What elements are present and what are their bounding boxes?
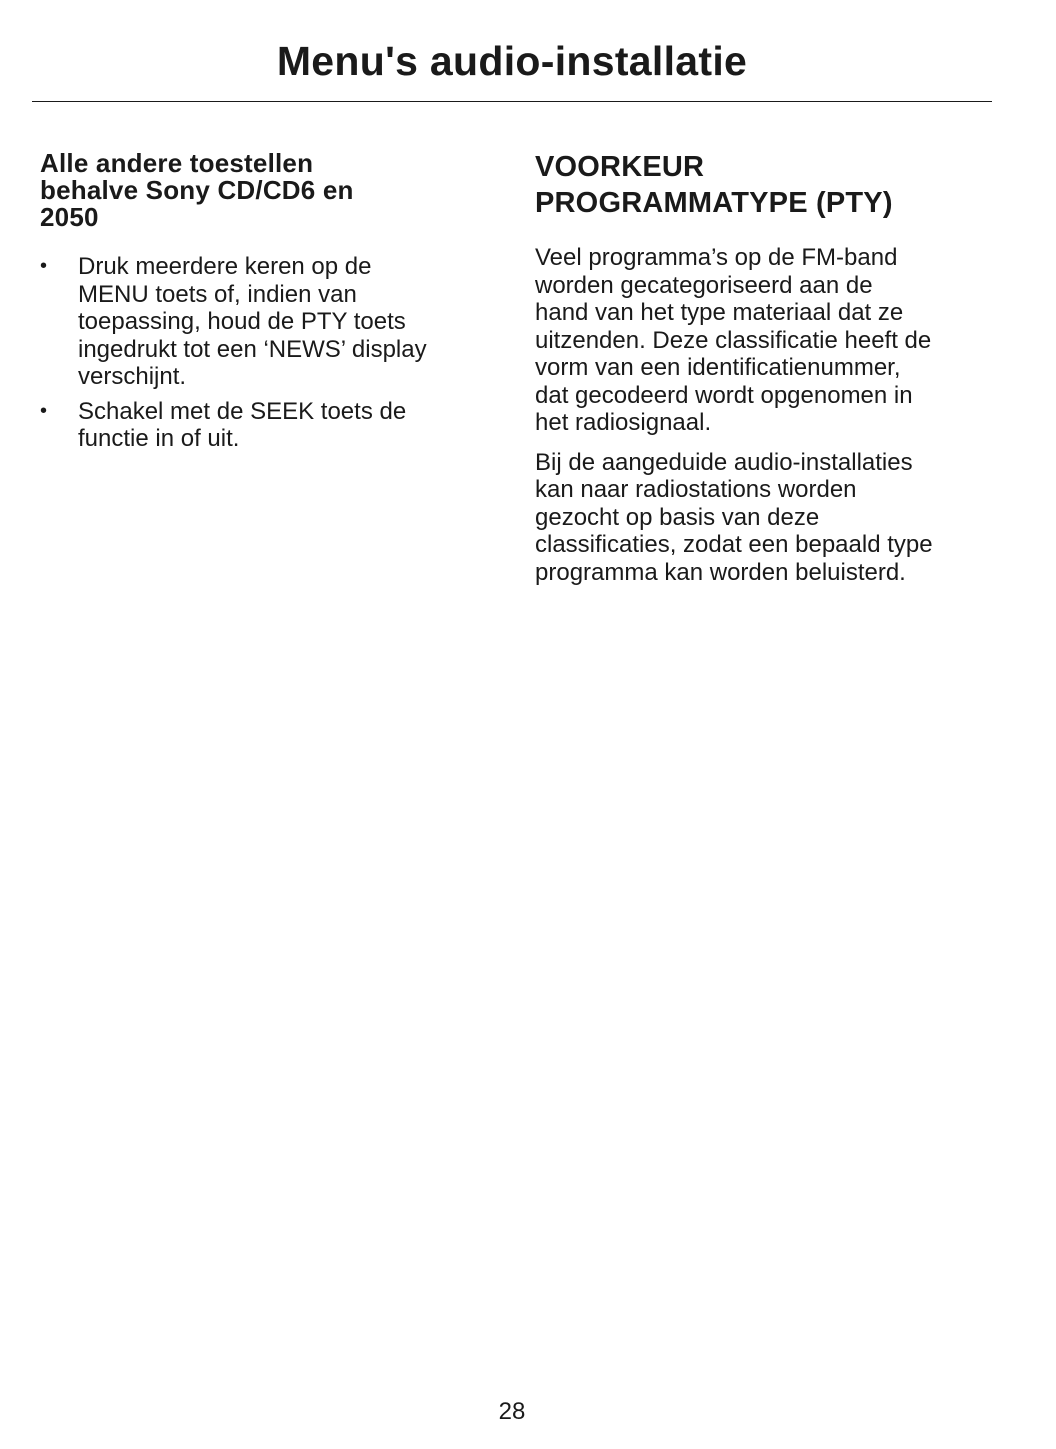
- paragraph: [535, 244, 1005, 437]
- paragraph-line: worden gecategoriseerd aan de: [535, 271, 873, 299]
- paragraph-line: classificaties, zodat een bepaald type: [535, 531, 933, 558]
- bullet-line: toepassing, houd de PTY toets: [78, 308, 406, 335]
- paragraph: [535, 449, 1005, 587]
- paragraph-line: kan naar radiostations worden: [535, 476, 857, 503]
- left-heading-line: 2050: [40, 202, 99, 232]
- page-number: 28: [498, 1398, 526, 1425]
- paragraph-line: uitzenden. Deze classificatie heeft de: [535, 326, 932, 354]
- bullet-item: [40, 398, 490, 453]
- page-title: Menu's audio-installatie: [276, 38, 748, 84]
- left-heading-line: Alle andere toestellen: [40, 148, 314, 178]
- bullet-list: [40, 253, 490, 453]
- left-heading: [40, 150, 490, 231]
- paragraph-line: Veel programma’s op de FM-band: [535, 244, 898, 271]
- section-heading-line: VOORKEUR: [535, 151, 705, 183]
- paragraph-line: Bij de aangeduide audio-installaties: [535, 448, 913, 476]
- paragraph-line: dat gecodeerd wordt opgenomen in: [535, 381, 913, 409]
- title-divider: [32, 101, 992, 102]
- bullet-icon: •: [40, 399, 48, 422]
- left-heading-line: behalve Sony CD/CD6 en: [40, 175, 354, 205]
- bullet-line: functie in of uit.: [78, 425, 240, 452]
- bullet-icon: •: [40, 255, 48, 277]
- bullet-line: ingedrukt tot een ‘NEWS’ display: [78, 335, 427, 363]
- section-heading: [535, 149, 1005, 221]
- paragraph-line: hand van het type materiaal dat ze: [535, 299, 904, 326]
- bullet-line: MENU toets of, indien van: [78, 280, 357, 308]
- bullet-line: Schakel met de SEEK toets de: [78, 397, 407, 425]
- bullet-item: [40, 253, 490, 391]
- left-column: [40, 150, 490, 460]
- paragraph-line: vorm van een identificatienummer,: [535, 354, 901, 381]
- paragraph-line: het radiosignaal.: [535, 409, 712, 436]
- paragraph-line: gezocht op basis van deze: [535, 503, 820, 531]
- bullet-line: Druk meerdere keren op de: [78, 253, 372, 280]
- bullet-line: verschijnt.: [78, 363, 187, 390]
- paragraph-line: programma kan worden beluisterd.: [535, 558, 906, 586]
- section-heading-line: PROGRAMMATYPE (PTY): [535, 187, 893, 219]
- right-column: [535, 149, 1005, 598]
